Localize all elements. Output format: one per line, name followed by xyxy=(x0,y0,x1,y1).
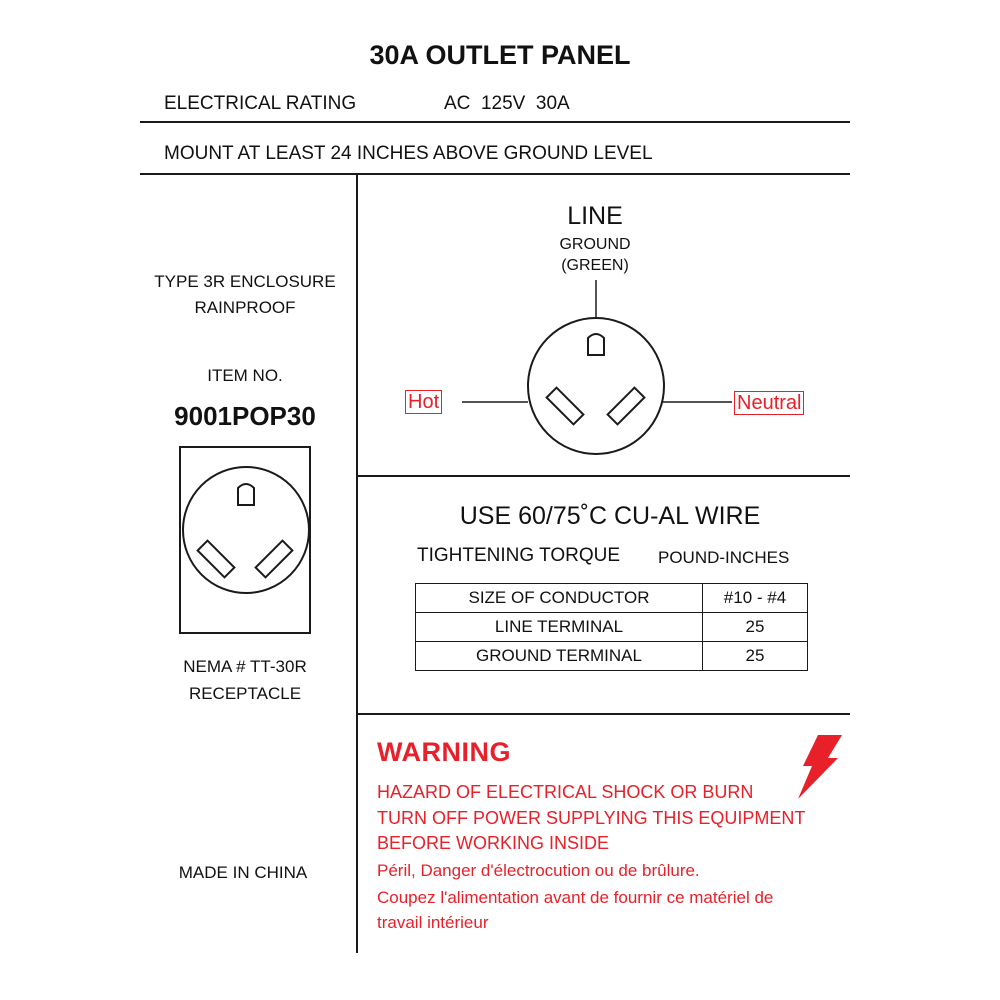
table-cell-name: GROUND TERMINAL xyxy=(416,642,703,671)
table-row xyxy=(416,642,808,671)
warning-line-1: HAZARD OF ELECTRICAL SHOCK OR BURN xyxy=(377,782,754,802)
divider-rating xyxy=(140,121,850,123)
warning-fr-line-1: Péril, Danger d'électrocution ou de brûlure. xyxy=(377,861,700,880)
receptacle-label: RECEPTACLE xyxy=(188,684,302,703)
divider-wire xyxy=(357,713,850,715)
enclosure-type: TYPE 3R ENCLOSURE xyxy=(154,272,336,291)
divider-mount xyxy=(140,173,850,175)
warning-fr-line-3: travail intérieur xyxy=(377,913,489,932)
panel-title: 30A OUTLET PANEL xyxy=(369,40,631,70)
enclosure-rating: RAINPROOF xyxy=(194,298,296,317)
torque-label: TIGHTENING TORQUE xyxy=(417,545,621,566)
warning-title: WARNING xyxy=(377,737,511,767)
line-label: LINE xyxy=(567,202,623,230)
nema-number: NEMA # TT-30R xyxy=(183,657,307,676)
table-cell-name: SIZE OF CONDUCTOR xyxy=(416,584,703,613)
neutral-label: Neutral xyxy=(734,391,804,415)
warning-line-3: BEFORE WORKING INSIDE xyxy=(377,833,610,853)
table-cell-value: #10 - #4 xyxy=(703,584,808,613)
table-cell-value: 25 xyxy=(703,613,808,642)
table-row xyxy=(416,584,808,613)
outlet-diagram-icon xyxy=(455,280,735,455)
hot-label: Hot xyxy=(405,390,442,414)
divider-diagram xyxy=(357,475,850,477)
wire-heading: USE 60/75˚C CU-AL WIRE xyxy=(459,502,761,530)
origin-label: MADE IN CHINA xyxy=(178,863,308,882)
ground-label: GROUND xyxy=(559,236,631,253)
rating-label: ELECTRICAL RATING xyxy=(164,93,357,114)
table-cell-value: 25 xyxy=(703,642,808,671)
table-row xyxy=(416,613,808,642)
table-cell-name: LINE TERMINAL xyxy=(416,613,703,642)
ground-color-label: (GREEN) xyxy=(561,257,629,274)
warning-fr-line-2: Coupez l'alimentation avant de fournir ce matériel de xyxy=(377,888,774,907)
receptacle-plate-icon xyxy=(178,445,314,637)
item-number: 9001POP30 xyxy=(174,401,316,431)
rating-value: AC 125V 30A xyxy=(444,93,570,114)
mount-note: MOUNT AT LEAST 24 INCHES ABOVE GROUND LEVEL xyxy=(164,143,653,164)
torque-table xyxy=(415,583,808,671)
torque-unit: POUND-INCHES xyxy=(658,548,790,567)
lightning-bolt-icon xyxy=(792,733,844,801)
item-label: ITEM NO. xyxy=(207,366,283,385)
warning-line-2: TURN OFF POWER SUPPLYING THIS EQUIPMENT xyxy=(377,808,806,828)
